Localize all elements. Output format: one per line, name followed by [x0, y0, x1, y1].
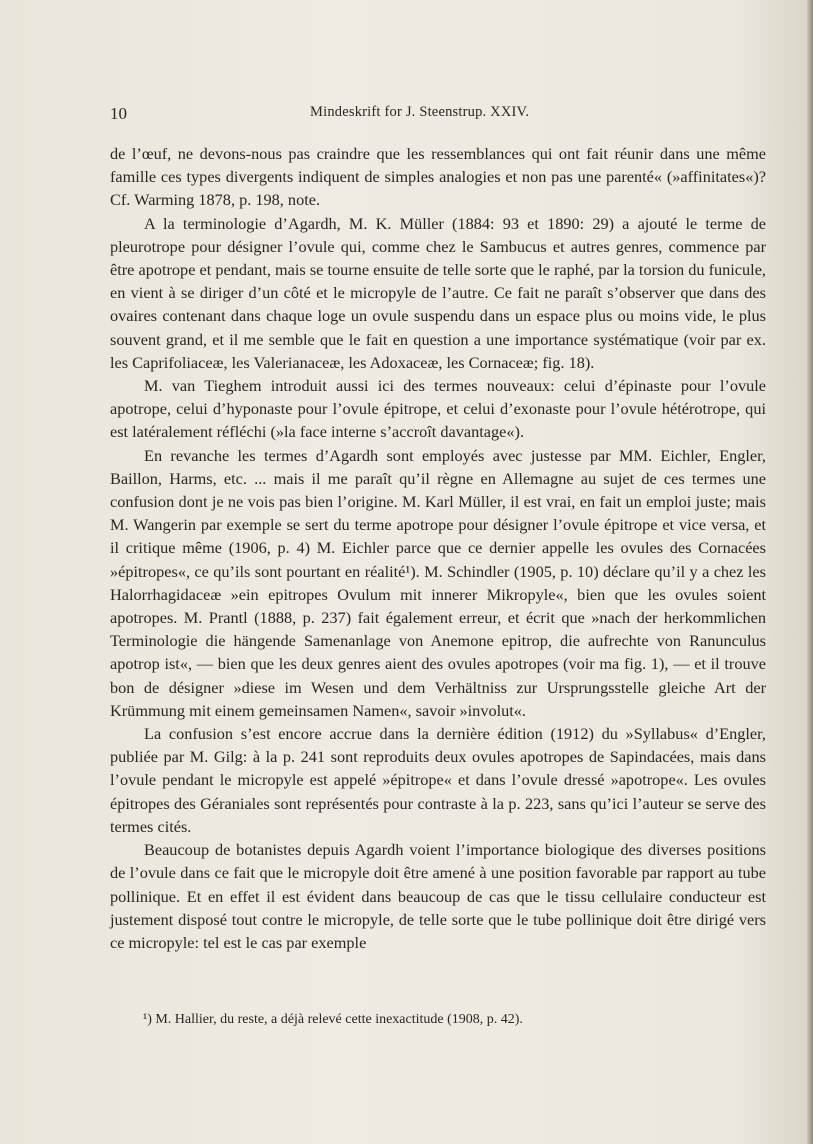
page-header — [110, 104, 766, 130]
paragraph: de l’œuf, ne devons-nous pas craindre que les ressemblances qui ont fait réunir dans une même famille ces types divergents indiquent de simples analogies et non pas une parenté« (»affinitates«)? Cf. Warming 1878, p. 198, note. — [110, 144, 766, 210]
running-head: Mindeskrift for J. Steenstrup. XXIV. — [310, 104, 530, 120]
paragraph: En revanche les termes d’Agardh sont employés avec justesse par MM. Eichler, Engler, Baillon, Harms, etc. ... mais il me paraît qu’il règne en Allemagne au sujet de ces termes une confusion dont je ne vois pas bien l’origine. M. Karl Müller, il est vrai, en fait un emploi juste; mais M. Wangerin par exemple se sert du terme apotrope pour désigner l’ovule épitrope et vice versa, et il critique même (1906, p. 4) M. Eichler parce que ce dernier appelle les ovules des Cornacées »épitropes«, ce qu’ils sont pourtant en réalité¹). M. Schindler (1905, p. 10) déclare qu’il y a chez les Halorrhagidaceæ »ein epitropes Ovulum mit innerer Mikropyle«, bien que les ovules soient apotropes. M. Prantl (1888, p. 237) fait également erreur, et écrit que »nach der herkommlichen Terminologie die hängende Samenanlage von Anemone epitrop, die aufrechte von Ranunculus apotrop ist«, — bien que les deux genres aient des ovules apotropes (voir ma fig. 1), — et il trouve bon de désigner »diese im Wesen und dem Verhältniss zur Ursprungsstelle gleiche Art der Krümmung mit einem gemeinsamen Namen«, savoir »involut«. — [110, 445, 766, 720]
paragraph: A la terminologie d’Agardh, M. K. Müller (1884: 93 et 1890: 29) a ajouté le terme de pleurotrope pour désigner l’ovule qui, comme chez le Sambucus et autres genres, commence par être apotrope et pendant, mais se tourne ensuite de telle sorte que le raphé, par la torsion du funicule, en vient à se diriger d’un côté et le micropyle de l’autre. Ce fait ne paraît s’observer que dans des ovaires contenant dans chaque loge un ovule suspendu dans un espace plus ou moins vide, le plus souvent grand, et il me semble que le fait en question a une importance systématique (voir par ex. les Caprifoliaceæ, les Valerianaceæ, les Adoxaceæ, les Cornaceæ; fig. 18). — [110, 213, 766, 372]
page-edge-shadow — [807, 0, 813, 1144]
page-number: 10 — [110, 104, 127, 123]
footnote: ¹) M. Hallier, du reste, a déjà relevé cette inexactitude (1908, p. 42). — [143, 1012, 523, 1027]
body-text — [110, 142, 766, 954]
paragraph: Beaucoup de botanistes depuis Agardh voient l’importance biologique des diverses positions de l’ovule dans ce fait que le micropyle doit être amené à une position favorable par rapport au tube pollinique. Et en effet il est évident dans beaucoup de cas que le tissu cellulaire conducteur est justement disposé tout contre le micropyle, de telle sorte que le tube pollinique doit être dirigé vers ce micropyle: tel est le cas par exemple — [110, 840, 766, 952]
paragraph: La confusion s’est encore accrue dans la dernière édition (1912) du »Syllabus« d’Engler, publiée par M. Gilg: à la p. 241 sont reproduits deux ovules apotropes de Sapindacées, mais dans l’ovule pendant le micropyle est appelé »épitrope« et dans l’ovule dressé »apotrope«. Les ovules épitropes des Géraniales sont représentés pour contraste à la p. 223, sans qu’ici l’auteur se serve des termes cités. — [110, 724, 766, 836]
paragraph: M. van Tieghem introduit aussi ici des termes nouveaux: celui d’épinaste pour l’ovule apotrope, celui d’hyponaste pour l’ovule épitrope, et celui d’exonaste pour l’ovule hétérotrope, qui est latéralement réfléchi (»la face interne s’accroît davantage«). — [110, 376, 766, 442]
